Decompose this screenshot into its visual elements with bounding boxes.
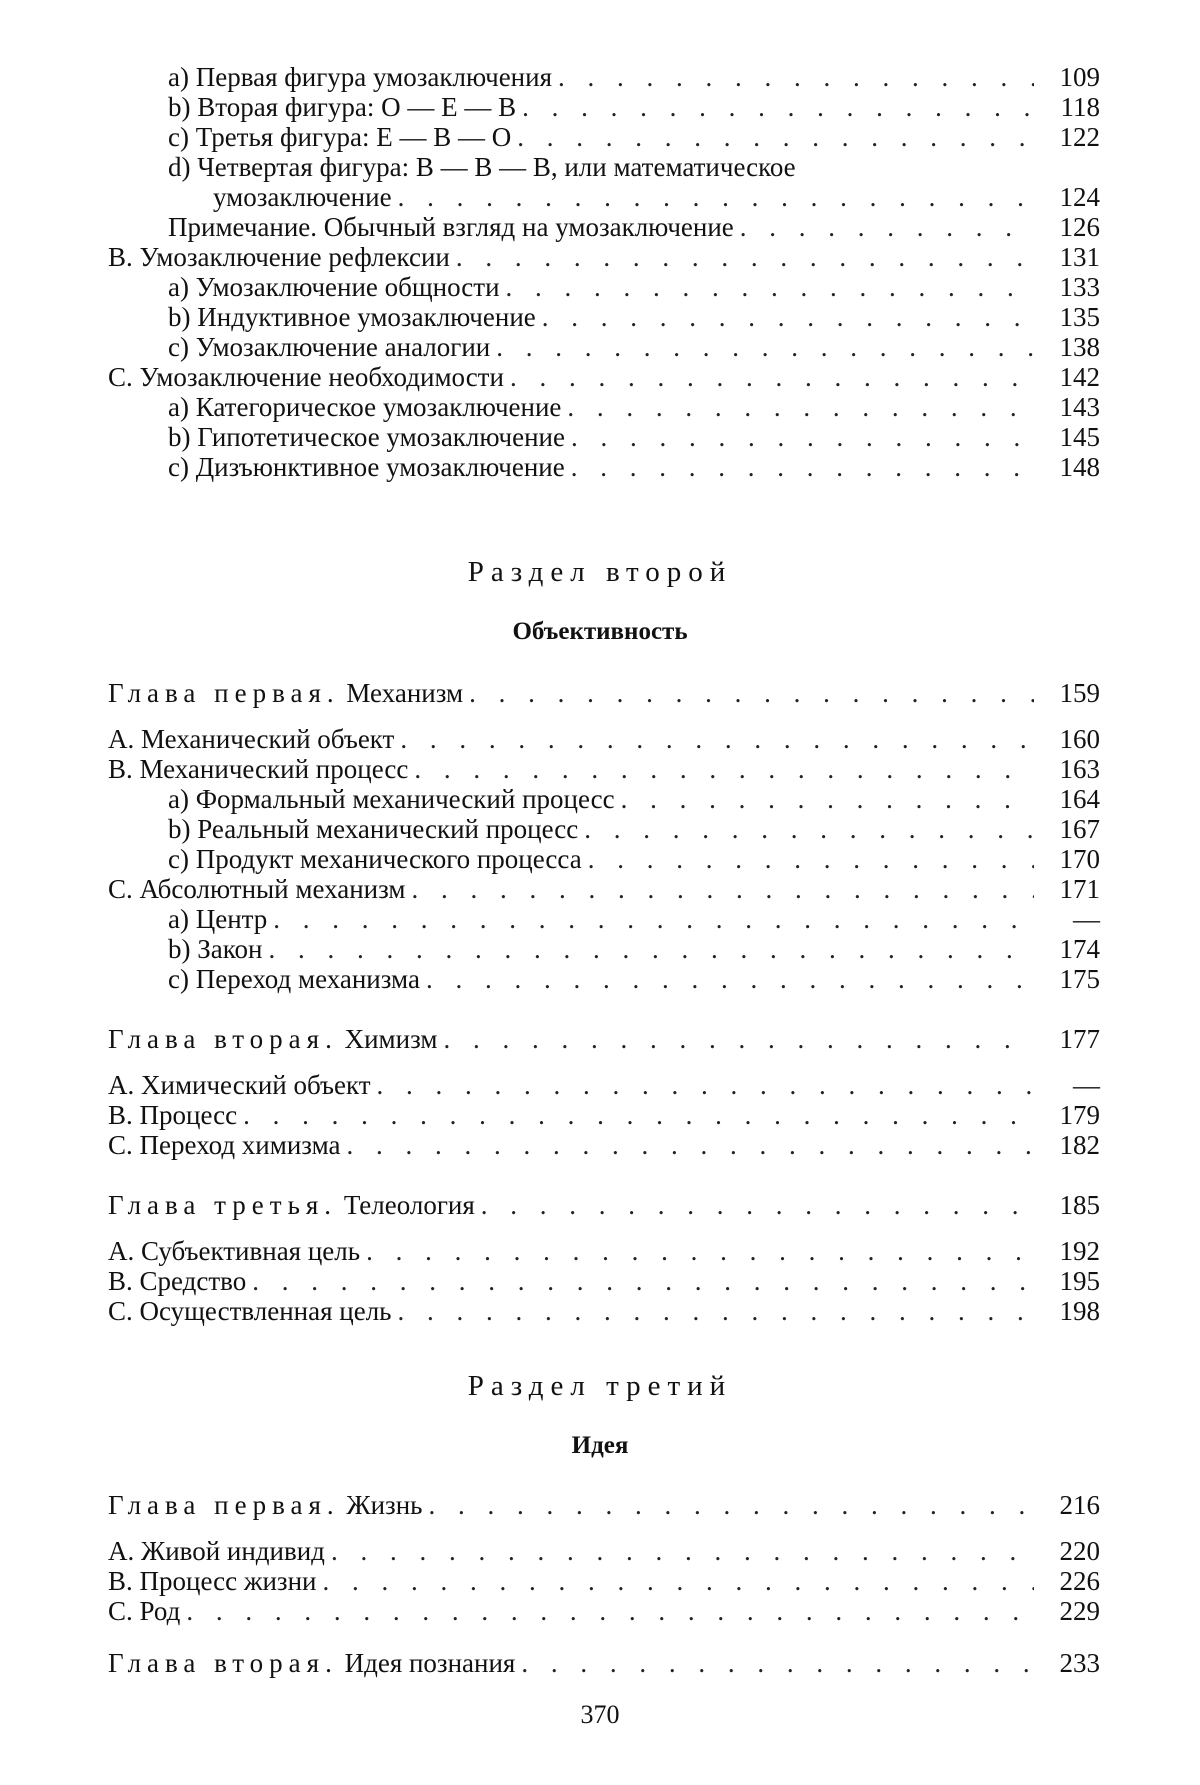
chapter-page: 185 xyxy=(1059,1190,1100,1220)
leader-dots xyxy=(621,784,1034,814)
leader-dots xyxy=(506,272,1034,302)
section-subtitle: Идея xyxy=(571,1432,629,1459)
toc-entry-page: 143 xyxy=(1059,392,1100,422)
section-title: Раздел третий xyxy=(467,1370,733,1402)
toc-entry xyxy=(108,272,1100,302)
chapter-page: 216 xyxy=(1059,1490,1100,1520)
chapter-lead: Глава первая. xyxy=(108,678,340,708)
toc-entry xyxy=(108,422,1100,452)
leader-dots xyxy=(331,1536,1034,1566)
toc-entry-page: 122 xyxy=(1059,122,1100,152)
toc-entry-text: умозаключение xyxy=(213,182,392,212)
chapter-name: Жизнь xyxy=(346,1490,423,1520)
chapter-heading xyxy=(108,1024,437,1054)
toc-entry-text: c) Продукт механического процесса xyxy=(168,844,582,874)
toc-entry xyxy=(108,1100,1100,1130)
toc-entry xyxy=(108,302,1100,332)
toc-entry-text: B. Механический процесс xyxy=(108,754,409,784)
toc-entry xyxy=(108,1566,1100,1596)
toc-entry xyxy=(108,904,1100,934)
toc-entry-text: C. Переход химизма xyxy=(108,1130,341,1160)
chapter-page: 177 xyxy=(1059,1024,1100,1054)
toc-entry-page: 226 xyxy=(1059,1566,1100,1596)
toc-entry xyxy=(108,362,1100,392)
toc-entry-text: A. Механический объект xyxy=(108,724,395,754)
toc-entry xyxy=(108,332,1100,362)
toc-entry-text: Примечание. Обычный взгляд на умозаключение xyxy=(168,212,734,242)
leader-dots xyxy=(517,122,1034,152)
toc-entry-page: 164 xyxy=(1059,784,1100,814)
chapter-entry xyxy=(108,1190,1100,1220)
leader-dots xyxy=(273,904,1034,934)
toc-entry-page: 198 xyxy=(1059,1296,1100,1326)
toc-entry-text: d) Четвертая фигура: B — B — B, или математическое xyxy=(168,152,796,182)
leader-dots xyxy=(567,392,1034,422)
chapter-name: Химизм xyxy=(344,1024,438,1054)
toc-entry-page: 195 xyxy=(1059,1266,1100,1296)
toc-entry-page: 109 xyxy=(1059,62,1100,92)
chapter-lead: Глава вторая. xyxy=(108,1648,338,1678)
chapter-entry xyxy=(108,678,1100,708)
leader-dots xyxy=(481,1190,1034,1220)
section-title: Раздел второй xyxy=(467,556,733,588)
chapter-entry xyxy=(108,1024,1100,1054)
toc-entry-page: 131 xyxy=(1059,242,1100,272)
leader-dots xyxy=(398,1296,1035,1326)
toc-entry xyxy=(108,452,1100,482)
toc-entry-page: 160 xyxy=(1059,724,1100,754)
toc-entry-page: 126 xyxy=(1059,212,1100,242)
toc-entry xyxy=(108,964,1100,994)
toc-entry-page: 192 xyxy=(1059,1236,1100,1266)
toc-entry xyxy=(108,1130,1100,1160)
toc-entry xyxy=(108,212,1100,242)
chapter-heading xyxy=(108,678,463,708)
toc-entry-text: C. Род xyxy=(108,1596,181,1626)
toc-entry xyxy=(108,934,1100,964)
toc-entry-text: a) Формальный механический процесс xyxy=(168,784,615,814)
toc-entry-text: C. Абсолютный механизм xyxy=(108,874,406,904)
toc-entry-page: 142 xyxy=(1059,362,1100,392)
toc-entry xyxy=(108,242,1100,272)
leader-dots xyxy=(584,814,1034,844)
toc-entry-text: B. Умозаключение рефлексии xyxy=(108,242,450,272)
toc-entry xyxy=(108,92,1100,122)
leader-dots xyxy=(571,422,1034,452)
toc-entry xyxy=(108,1296,1100,1326)
toc-entry-text: a) Центр xyxy=(168,904,268,934)
toc-entry xyxy=(108,1536,1100,1566)
toc-entry-text: a) Категорическое умозаключение xyxy=(168,392,562,422)
toc-entry-text: c) Умозаключение аналогии xyxy=(168,332,491,362)
chapter-lead: Глава вторая. xyxy=(108,1024,338,1054)
leader-dots xyxy=(740,212,1034,242)
leader-dots xyxy=(521,1648,1034,1678)
leader-dots xyxy=(428,1490,1034,1520)
toc-entry xyxy=(108,1070,1100,1100)
leader-dots xyxy=(522,92,1034,122)
section-subtitle: Объективность xyxy=(512,618,688,645)
leader-dots xyxy=(346,1130,1034,1160)
toc-entry xyxy=(108,122,1100,152)
leader-dots xyxy=(414,754,1034,784)
toc-entry xyxy=(108,814,1100,844)
toc-entry-page: 135 xyxy=(1059,302,1100,332)
chapter-heading xyxy=(108,1648,515,1678)
leader-dots xyxy=(377,1070,1034,1100)
chapter-entry xyxy=(108,1490,1100,1520)
chapter-page: 159 xyxy=(1059,678,1100,708)
chapter-lead: Глава первая. xyxy=(108,1490,340,1520)
chapter-name: Механизм xyxy=(346,678,464,708)
leader-dots xyxy=(496,332,1034,362)
toc-entry xyxy=(108,784,1100,814)
leader-dots xyxy=(268,934,1034,964)
toc-entry-text: b) Индуктивное умозаключение xyxy=(168,302,536,332)
leader-dots xyxy=(558,62,1034,92)
toc-entry xyxy=(108,844,1100,874)
toc-entry xyxy=(108,1236,1100,1266)
toc-entry-page: 170 xyxy=(1059,844,1100,874)
toc-entry-page: — xyxy=(1073,1070,1100,1100)
leader-dots xyxy=(366,1236,1034,1266)
toc-entry-text: c) Дизъюнктивное умозаключение xyxy=(168,452,565,482)
chapter-name: Телеология xyxy=(343,1190,475,1220)
leader-dots xyxy=(571,452,1034,482)
toc-entry-text: a) Умозаключение общности xyxy=(168,272,500,302)
leader-dots xyxy=(252,1266,1034,1296)
toc-entry xyxy=(108,392,1100,422)
toc-entry-page: 118 xyxy=(1060,92,1100,122)
toc-entry-page: 229 xyxy=(1059,1596,1100,1626)
toc-entry-page: 174 xyxy=(1059,934,1100,964)
toc-entry-text: C. Осуществленная цель xyxy=(108,1296,392,1326)
toc-entry-text: a) Первая фигура умозаключения xyxy=(168,62,552,92)
leader-dots xyxy=(588,844,1034,874)
leader-dots xyxy=(398,182,1034,212)
leader-dots xyxy=(400,724,1034,754)
toc-entry-text: A. Химический объект xyxy=(108,1070,371,1100)
chapter-page: 233 xyxy=(1059,1648,1100,1678)
leader-dots xyxy=(542,302,1034,332)
toc-entry-page: 182 xyxy=(1059,1130,1100,1160)
toc-entry-page: 133 xyxy=(1059,272,1100,302)
toc-entry-text: A. Живой индивид xyxy=(108,1536,325,1566)
toc-entry-text: B. Процесс жизни xyxy=(108,1566,317,1596)
leader-dots xyxy=(426,964,1034,994)
chapter-entry xyxy=(108,1648,1100,1678)
leader-dots xyxy=(323,1566,1035,1596)
toc-entry-page: 145 xyxy=(1059,422,1100,452)
toc-entry-page: 124 xyxy=(1059,182,1100,212)
leader-dots xyxy=(243,1100,1034,1130)
toc-entry-page: 167 xyxy=(1059,814,1100,844)
leader-dots xyxy=(412,874,1035,904)
page-number: 370 xyxy=(580,1700,620,1729)
toc-entry-page: 138 xyxy=(1059,332,1100,362)
chapter-heading xyxy=(108,1190,475,1220)
leader-dots xyxy=(469,678,1034,708)
toc-entry-text: b) Гипотетическое умозаключение xyxy=(168,422,565,452)
chapter-heading xyxy=(108,1490,422,1520)
toc-entry xyxy=(108,152,1100,182)
chapter-lead: Глава третья. xyxy=(108,1190,338,1220)
leader-dots xyxy=(443,1024,1034,1054)
leader-dots xyxy=(510,362,1034,392)
toc-entry-page: 179 xyxy=(1059,1100,1100,1130)
toc-entry-page: 175 xyxy=(1059,964,1100,994)
toc-entry-text: C. Умозаключение необходимости xyxy=(108,362,504,392)
toc-entry xyxy=(108,1266,1100,1296)
toc-entry-text: B. Средство xyxy=(108,1266,247,1296)
toc-entry xyxy=(108,182,1100,212)
chapter-name: Идея познания xyxy=(344,1648,516,1678)
toc-entry-page: — xyxy=(1073,904,1100,934)
toc-entry xyxy=(108,724,1100,754)
toc-entry-text: c) Третья фигура: E — B — O xyxy=(168,122,512,152)
leader-dots xyxy=(186,1596,1034,1626)
toc-entry xyxy=(108,1596,1100,1626)
leader-dots xyxy=(456,242,1034,272)
toc-entry-text: b) Вторая фигура: O — E — B xyxy=(168,92,517,122)
toc-entry xyxy=(108,874,1100,904)
toc-entry xyxy=(108,754,1100,784)
toc-entry-text: c) Переход механизма xyxy=(168,964,420,994)
toc-entry-text: b) Реальный механический процесс xyxy=(168,814,579,844)
toc-entry-page: 163 xyxy=(1059,754,1100,784)
toc-entry xyxy=(108,62,1100,92)
toc-entry-text: b) Закон xyxy=(168,934,263,964)
toc-entry-page: 148 xyxy=(1059,452,1100,482)
toc-entry-page: 171 xyxy=(1059,874,1100,904)
toc-entry-text: B. Процесс xyxy=(108,1100,238,1130)
toc-entry-page: 220 xyxy=(1059,1536,1100,1566)
toc-entry-text: A. Субъективная цель xyxy=(108,1236,361,1266)
